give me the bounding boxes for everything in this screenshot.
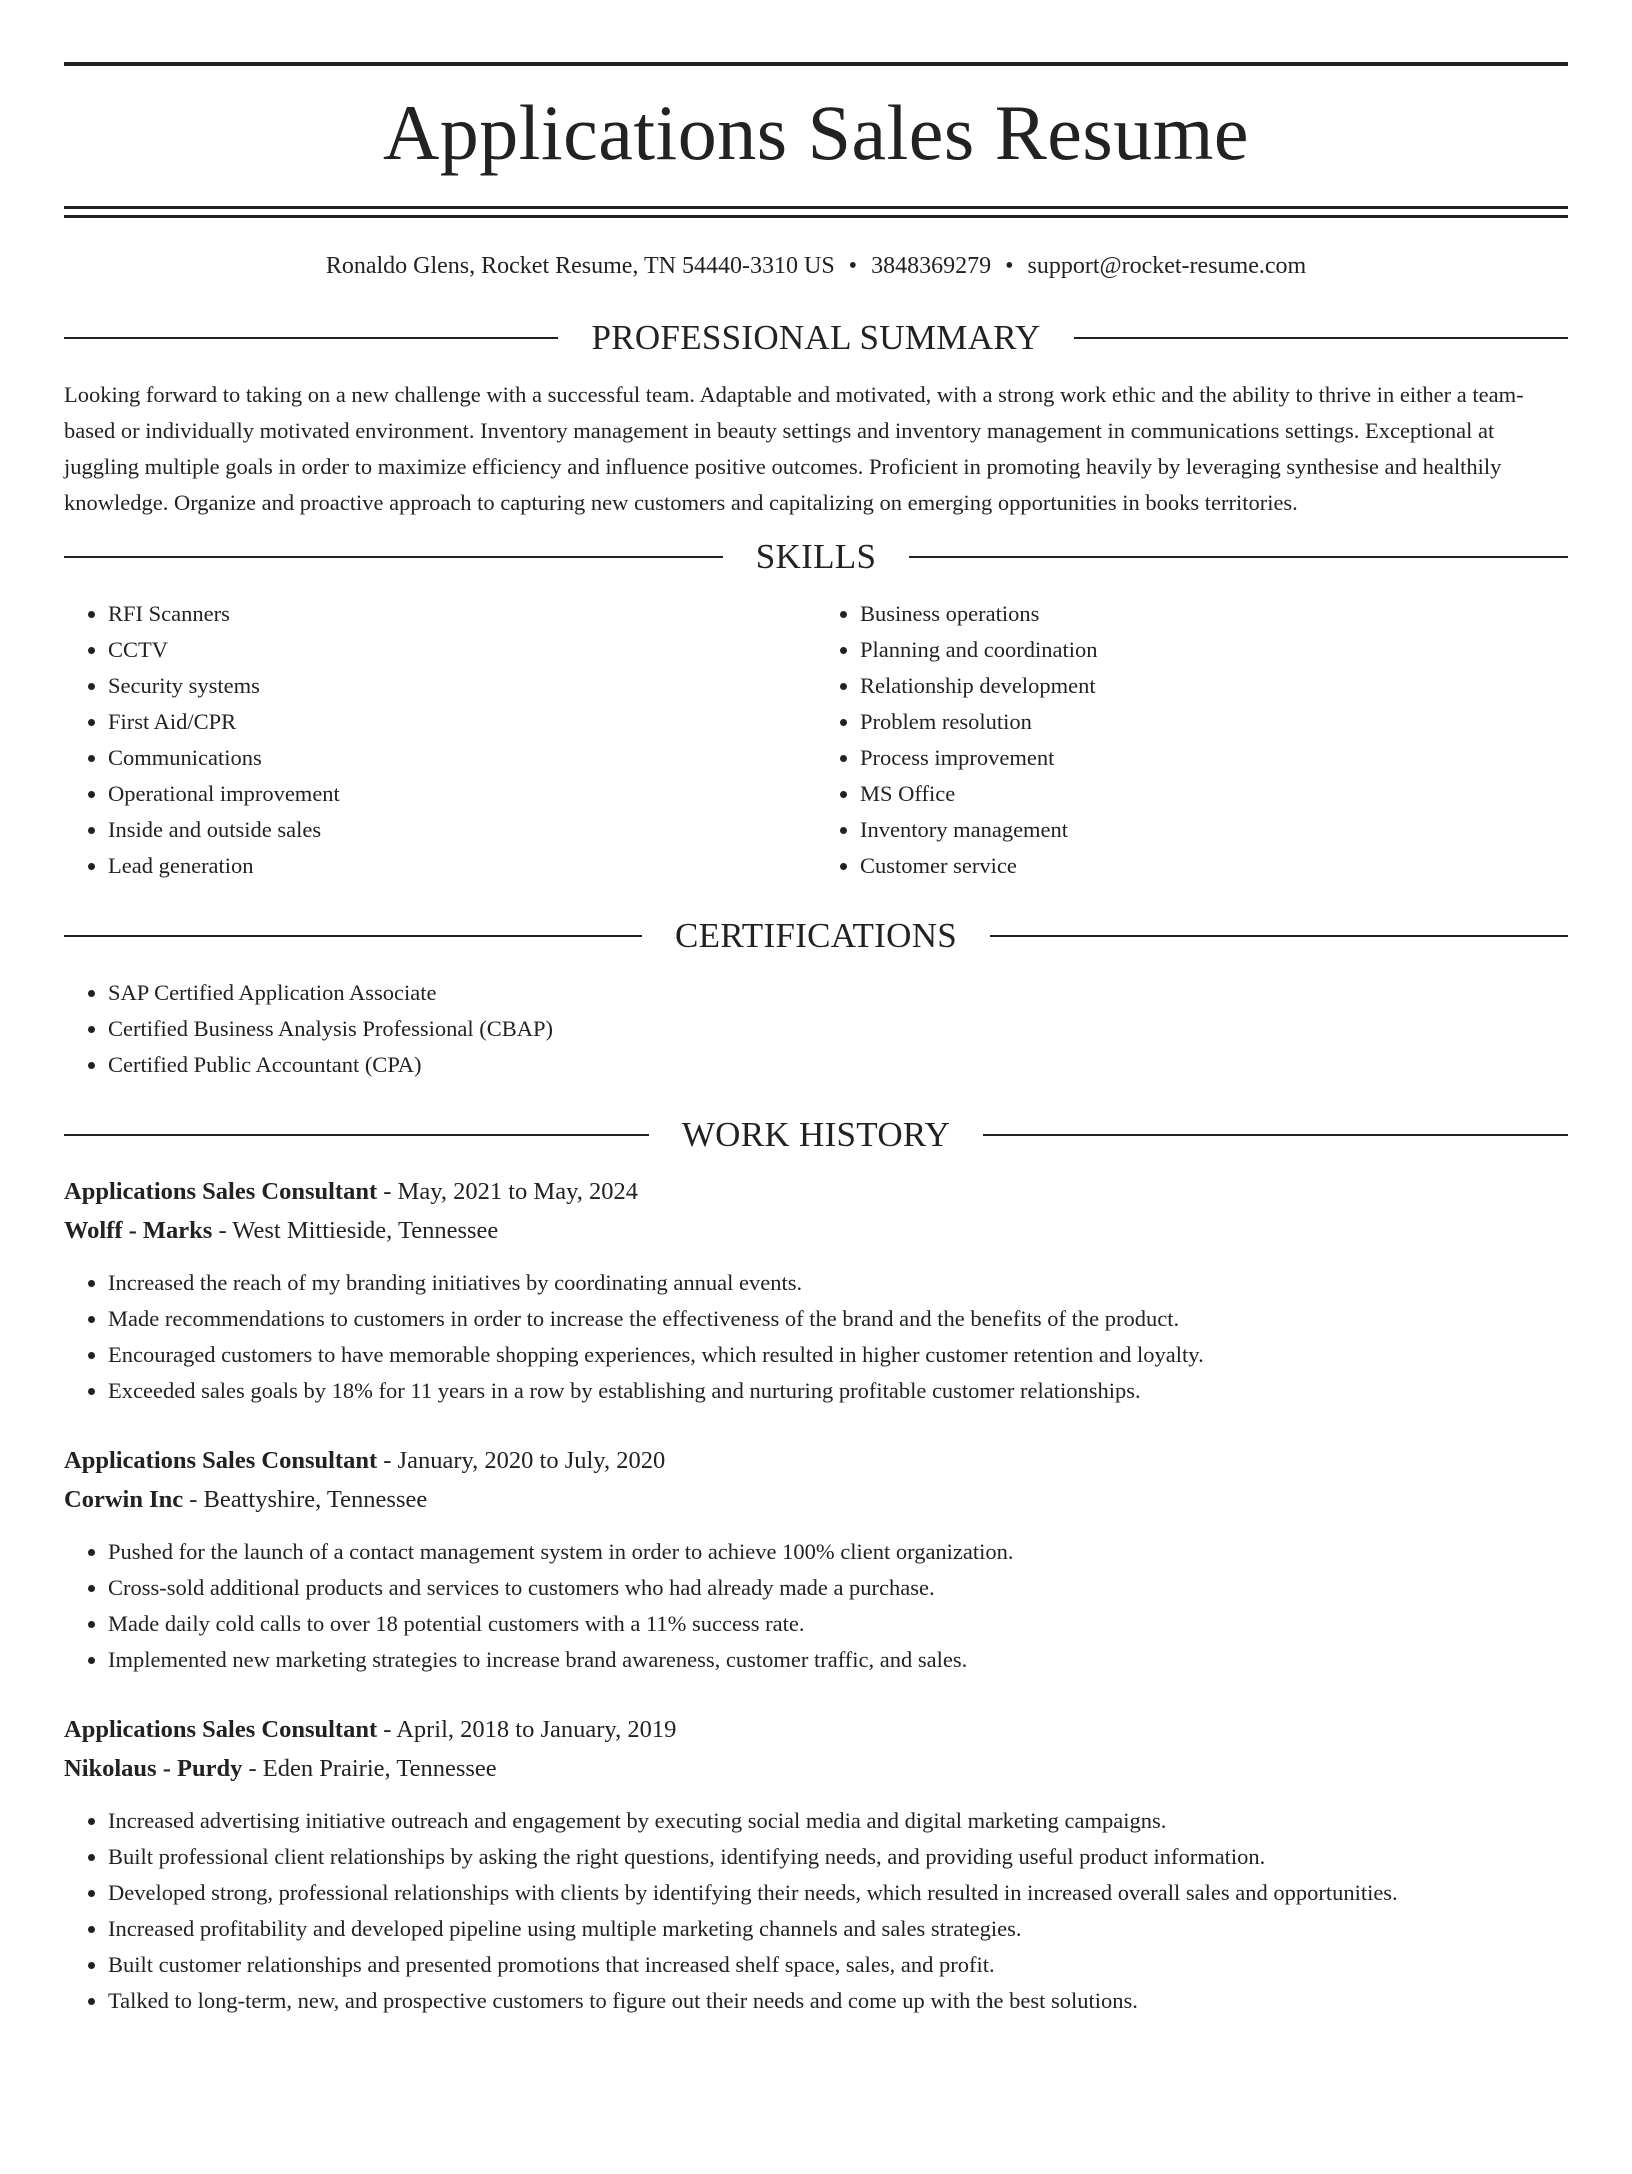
skill-item: • Operational improvement <box>108 776 816 812</box>
job-title-line <box>64 1172 1568 1211</box>
contact-line <box>64 254 1568 278</box>
heading-rule-left <box>64 337 558 339</box>
job-bullets <box>64 1534 1568 1678</box>
skills-heading-label: SKILLS <box>755 537 877 576</box>
skills-left-list <box>64 596 816 884</box>
job-company-line <box>64 1749 1568 1788</box>
skill-item: • Planning and coordination <box>860 632 1568 668</box>
top-rule <box>64 62 1568 66</box>
job-title: Applications Sales Consultant <box>64 1716 378 1743</box>
contact-separator: • <box>1005 253 1014 279</box>
skill-item: • Communications <box>108 740 816 776</box>
skill-item: • CCTV <box>108 632 816 668</box>
job-bullet: • Increased advertising initiative outreach and engagement by executing social media and digital marketing campaigns. <box>108 1803 1568 1839</box>
job-bullets <box>64 1265 1568 1409</box>
certifications-heading <box>64 918 1568 953</box>
heading-rule-right <box>990 935 1568 937</box>
job-bullet: • Exceeded sales goals by 18% for 11 years in a row by establishing and nurturing profitable customer relationships. <box>108 1373 1568 1409</box>
certification-item: • SAP Certified Application Associate <box>108 975 1568 1011</box>
job-title: Applications Sales Consultant <box>64 1178 378 1205</box>
job-bullet: • Built customer relationships and presented promotions that increased shelf space, sales, and profit. <box>108 1947 1568 1983</box>
resume-page <box>0 62 1632 2174</box>
job-bullet: • Implemented new marketing strategies to increase brand awareness, customer traffic, and sales. <box>108 1642 1568 1678</box>
job-title-line <box>64 1710 1568 1749</box>
job-company: Corwin Inc <box>64 1486 184 1513</box>
job-bullet: • Built professional client relationships by asking the right questions, identifying needs, and providing useful product information. <box>108 1839 1568 1875</box>
heading-rule-right <box>909 556 1568 558</box>
job-company: Nikolaus - Purdy <box>64 1755 243 1782</box>
job-bullet: • Increased profitability and developed pipeline using multiple marketing channels and sales strategies. <box>108 1911 1568 1947</box>
job-bullet: • Made recommendations to customers in order to increase the effectiveness of the brand and the benefits of the product. <box>108 1301 1568 1337</box>
job-bullet: • Pushed for the launch of a contact management system in order to achieve 100% client organization. <box>108 1534 1568 1570</box>
job-company-line <box>64 1211 1568 1250</box>
skills-right-column <box>816 596 1568 884</box>
job-title-line <box>64 1441 1568 1480</box>
job-entry <box>64 1441 1568 1678</box>
job-title: Applications Sales Consultant <box>64 1447 378 1474</box>
summary-text: Looking forward to taking on a new challenge with a successful team. Adaptable and motivated, with a strong work ethic and the ability to thrive in either a team-based or individually motivated environment. Inventory management in beauty settings and inventory management in communications settings. Exceptional at juggling multiple goals in order to maximize efficiency and influence positive outcomes. Proficient in promoting heavily by leveraging synthesise and healthily knowledge. Organize and proactive approach to capturing new customers and capitalizing on emerging opportunities in books territories. <box>64 382 1524 515</box>
skill-item: • Security systems <box>108 668 816 704</box>
skill-item: • Process improvement <box>860 740 1568 776</box>
certification-item: • Certified Public Accountant (CPA) <box>108 1047 1568 1083</box>
skill-item: • Business operations <box>860 596 1568 632</box>
skills-right-list <box>816 596 1568 884</box>
heading-rule-right <box>983 1134 1568 1136</box>
summary-heading-label: PROFESSIONAL SUMMARY <box>591 318 1041 357</box>
certifications-heading-label: CERTIFICATIONS <box>674 916 958 955</box>
job-bullet: • Made daily cold calls to over 18 potential customers with a 11% success rate. <box>108 1606 1568 1642</box>
heading-rule-left <box>64 556 723 558</box>
skills-heading <box>64 539 1568 574</box>
work-history-list <box>64 1172 1568 2019</box>
skill-item: • Inside and outside sales <box>108 812 816 848</box>
job-bullet: • Increased the reach of my branding initiatives by coordinating annual events. <box>108 1265 1568 1301</box>
job-dates: - May, 2021 to May, 2024 <box>377 1178 638 1205</box>
skills-left-column <box>64 596 816 884</box>
skills-columns <box>64 596 1568 884</box>
job-dates: - April, 2018 to January, 2019 <box>377 1716 677 1743</box>
resume-title: Applications Sales Resume <box>382 89 1250 176</box>
job-entry <box>64 1172 1568 1409</box>
skill-item: • Inventory management <box>860 812 1568 848</box>
job-bullet: • Cross-sold additional products and services to customers who had already made a purchase. <box>108 1570 1568 1606</box>
skill-item: • Relationship development <box>860 668 1568 704</box>
skill-item: • Lead generation <box>108 848 816 884</box>
title-double-rule <box>64 206 1568 218</box>
heading-rule-right <box>1074 337 1568 339</box>
job-location: - West Mittieside, Tennessee <box>212 1217 499 1244</box>
contact-phone: 3848369279 <box>871 253 992 279</box>
job-bullets <box>64 1803 1568 2019</box>
heading-rule-left <box>64 935 642 937</box>
skill-item: • Problem resolution <box>860 704 1568 740</box>
job-company: Wolff - Marks <box>64 1217 213 1244</box>
summary-heading <box>64 320 1568 355</box>
job-company-line <box>64 1480 1568 1519</box>
heading-rule-left <box>64 1134 649 1136</box>
contact-separator: • <box>848 253 858 279</box>
work-history-heading <box>64 1117 1568 1152</box>
job-location: - Beattyshire, Tennessee <box>183 1486 428 1513</box>
job-location: - Eden Prairie, Tennessee <box>242 1755 497 1782</box>
skill-item: • MS Office <box>860 776 1568 812</box>
job-bullet: • Encouraged customers to have memorable shopping experiences, which resulted in higher customer retention and loyalty. <box>108 1337 1568 1373</box>
skill-item: • RFI Scanners <box>108 596 816 632</box>
skill-item: • Customer service <box>860 848 1568 884</box>
job-entry <box>64 1710 1568 2019</box>
work-history-heading-label: WORK HISTORY <box>681 1115 951 1154</box>
contact-email: support@rocket-resume.com <box>1027 253 1307 279</box>
job-dates: - January, 2020 to July, 2020 <box>377 1447 666 1474</box>
skill-item: • First Aid/CPR <box>108 704 816 740</box>
certification-item: • Certified Business Analysis Professional (CBAP) <box>108 1011 1568 1047</box>
certifications-list <box>64 975 1568 1083</box>
contact-address: Ronaldo Glens, Rocket Resume, TN 54440-3310 US <box>325 253 835 279</box>
job-bullet: • Developed strong, professional relationships with clients by identifying their needs, which resulted in increased overall sales and opportunities. <box>108 1875 1568 1911</box>
job-bullet: • Talked to long-term, new, and prospective customers to figure out their needs and come up with the best solutions. <box>108 1983 1568 2019</box>
